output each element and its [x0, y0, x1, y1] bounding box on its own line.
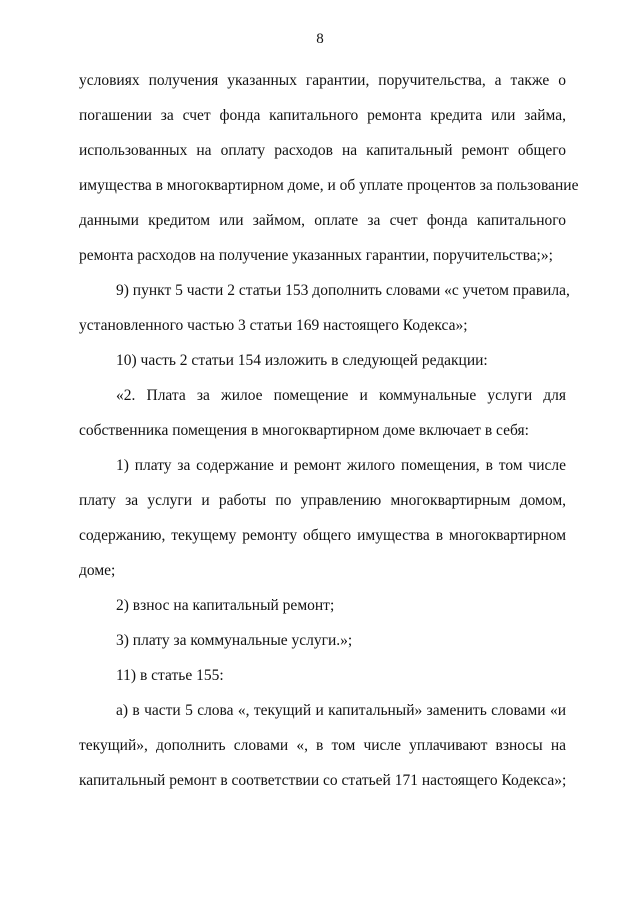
text-line: имущества в многоквартирном доме, и об уплате процентов за пользование [79, 177, 579, 194]
text-line: доме; [79, 562, 116, 579]
text-line: условиях получения указанных гарантии, поручительства, а также о [79, 72, 566, 89]
text-line: содержанию, текущему ремонту общего имущества в многоквартирном [79, 527, 566, 544]
text-line: 3) плату за коммунальные услуги.»; [116, 632, 353, 649]
text-line: 1) плату за содержание и ремонт жилого помещения, в том числе [116, 457, 566, 474]
text-line: 9) пункт 5 части 2 статьи 153 дополнить словами «с учетом правила, [116, 282, 570, 299]
text-line: «2. Плата за жилое помещение и коммунальные услуги для [116, 387, 566, 404]
text-line: собственника помещения в многоквартирном доме включает в себя: [79, 422, 529, 439]
text-line: капитальный ремонт в соответствии со статьей 171 настоящего Кодекса»; [79, 772, 567, 789]
text-line: установленного частью 3 статьи 169 настоящего Кодекса»; [79, 317, 468, 334]
text-line: данными кредитом или займом, оплате за счет фонда капитального [79, 212, 566, 229]
text-line: а) в части 5 слова «, текущий и капитальный» заменить словами «и [116, 702, 566, 719]
text-line: ремонта расходов на получение указанных гарантии, поручительства;»; [79, 247, 553, 264]
text-line: плату за услуги и работы по управлению многоквартирным домом, [79, 492, 566, 509]
text-line: погашении за счет фонда капитального ремонта кредита или займа, [79, 107, 566, 124]
text-line: 2) взнос на капитальный ремонт; [116, 597, 335, 614]
text-line: 10) часть 2 статьи 154 изложить в следующей редакции: [116, 352, 488, 369]
text-line: текущий», дополнить словами «, в том числе уплачивают взносы на [79, 737, 566, 754]
text-line: использованных на оплату расходов на капитальный ремонт общего [79, 142, 566, 159]
page-number: 8 [316, 31, 324, 47]
text-line: 11) в статье 155: [116, 667, 224, 684]
